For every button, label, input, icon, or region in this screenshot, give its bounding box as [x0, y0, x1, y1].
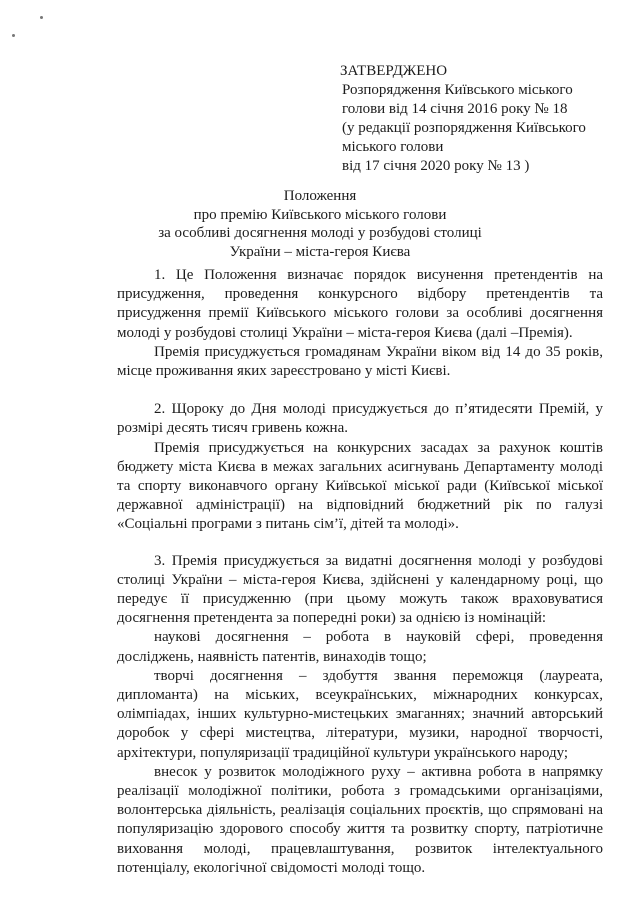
title-line: про премію Київського міського голови [193, 206, 447, 223]
document-body [117, 266, 603, 878]
paragraph-4: Премія присуджується на конкурсних засадах за рахунок коштів бюджету міста Києва в межах загальних асигнувань Департаменту молоді та спорту виконавчого органу Київської міської ради (Київської міської державної адміністрації) на відповідний бюджетний рік по галузі «Соціальні програми з питань сім’ї, дітей та молоді». [117, 439, 603, 533]
paragraph-2: Премія присуджується громадянам України віком від 14 до 35 років, місце проживання яких зареєстровано у місті Києві. [117, 343, 603, 380]
scan-speck [12, 34, 15, 37]
paragraph-1: 1. Це Положення визначає порядок висунення претендентів на присудження, проведення конкурсного відбору претендентів та присудження премії Київського міського голови за особливі досягнення молоді у розбудові столиці України – міста-героя Києва (далі –Премія). [117, 267, 603, 341]
title-line: Положення [283, 188, 357, 204]
approval-line: Розпорядження Київського міського [342, 82, 573, 98]
scan-speck [40, 16, 43, 19]
title-line: України – міста-героя Києва [229, 243, 411, 260]
paragraph-8: внесок у розвиток молодіжного руху – активна робота в напрямку реалізації молодіжної політики, робота з громадськими організаціями, волонтерська діяльність, реалізація соціальних проєктів, що спрямовані на популяризацію здорового способу життя та розвитку спорту, патріотичне виховання молоді, працевлаштування, розвиток інтелектуального потенціалу, екологічної свідомості молоді тощо. [117, 763, 603, 876]
approval-block [340, 62, 586, 176]
paragraph-7: творчі досягнення – здобуття звання переможця (лауреата, дипломанта) на міських, всеукраїнських, міжнародних конкурсах, олімпіадах, інших культурно-мистецьких змаганнях; значний авторський доробок у сфері мистецтва, літератури, музики, народної творчості, архітектури, популяризації традиційної культури українського народу; [117, 667, 603, 761]
paragraph-3: 2. Щороку до Дня молоді присуджується до п’ятидесяти Премій, у розмірі десять тисяч гривень кожна. [117, 401, 603, 437]
paragraph-6: наукові досягнення – робота в науковій сфері, проведення досліджень, наявність патентів, винаходів тощо; [117, 629, 603, 665]
approval-heading: ЗАТВЕРДЖЕНО [340, 63, 448, 79]
paragraph-5: 3. Премія присуджується за видатні досягнення молоді у розбудові столиці України – міста-героя Києва, здійснені у календарному році, що передує її присудженню (при цьому можуть також враховуватися досягнення претендента за попередні роки) за однією із номінацій: [117, 552, 603, 627]
title-line: за особливі досягнення молоді у розбудові столиці [158, 225, 482, 241]
approval-line: (у редакції розпорядження Київського [342, 120, 586, 136]
approval-line: міського голови [342, 139, 444, 155]
approval-line: від 17 січня 2020 року № 13 ) [342, 158, 530, 174]
document-title [0, 187, 640, 261]
approval-line: голови від 14 січня 2016 року № 18 [342, 101, 568, 117]
